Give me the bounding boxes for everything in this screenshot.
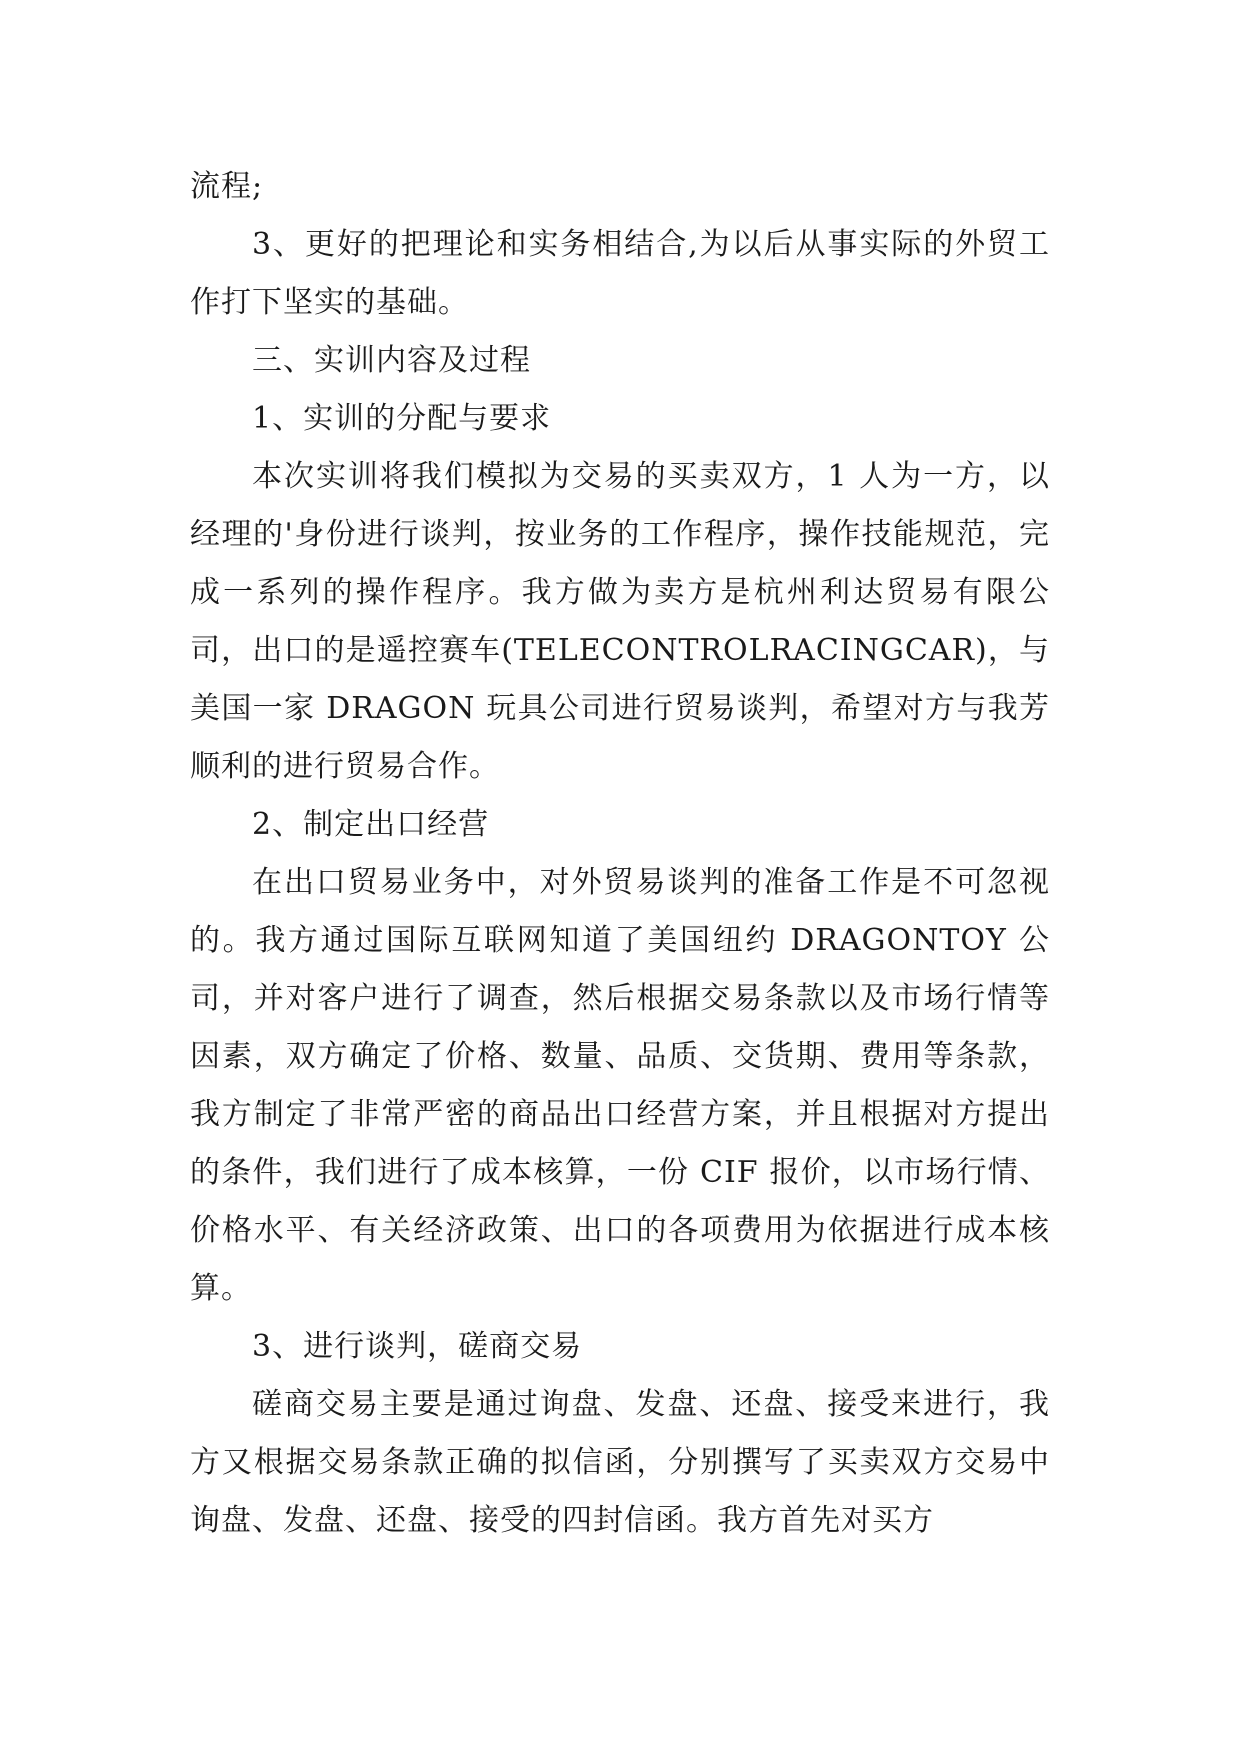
subheading-negotiation: 3、进行谈判，磋商交易: [252, 1329, 583, 1364]
paragraph-negotiation-body: 磋商交易主要是通过询盘、发盘、还盘、接受来进行，我方又根据交易条款正确的拟信函，分别撰写了买卖双方交易中询盘、发盘、还盘、接受的四封信函。我方首先对买方: [190, 1387, 1050, 1538]
subheading-allocation-requirements: 1、实训的分配与要求: [252, 401, 552, 436]
paragraph-objective-3: 3、更好的把理论和实务相结合,为以后从事实际的外贸工作打下坚实的基础。: [190, 227, 1050, 320]
section-heading-training-content: 三、实训内容及过程: [252, 343, 531, 378]
subheading-export-plan: 2、制定出口经营: [252, 807, 490, 842]
paragraph-process-end: 流程;: [190, 169, 264, 204]
paragraph-allocation-body: 本次实训将我们模拟为交易的买卖双方，1 人为一方，以经理的'身份进行谈判，按业务的工作程序，操作技能规范，完成一系列的操作程序。我方做为卖方是杭州利达贸易有限公司，出口的是遥控赛车(TELECONTROLRACINGCAR)，与美国一家 DRAGON 玩具公司进行贸易谈判，希望对方与我芳顺利的进行贸易合作。: [190, 459, 1050, 784]
paragraph-export-plan-body: 在出口贸易业务中，对外贸易谈判的准备工作是不可忽视的。我方通过国际互联网知道了美国纽约 DRAGONTOY 公司，并对客户进行了调查，然后根据交易条款以及市场行情等因素，双方确定了价格、数量、品质、交货期、费用等条款，我方制定了非常严密的商品出口经营方案，并且根据对方提出的条件，我们进行了成本核算，一份 CIF 报价，以市场行情、价格水平、有关经济政策、出口的各项费用为依据进行成本核算。: [190, 865, 1050, 1306]
document-body: [190, 158, 1050, 1550]
